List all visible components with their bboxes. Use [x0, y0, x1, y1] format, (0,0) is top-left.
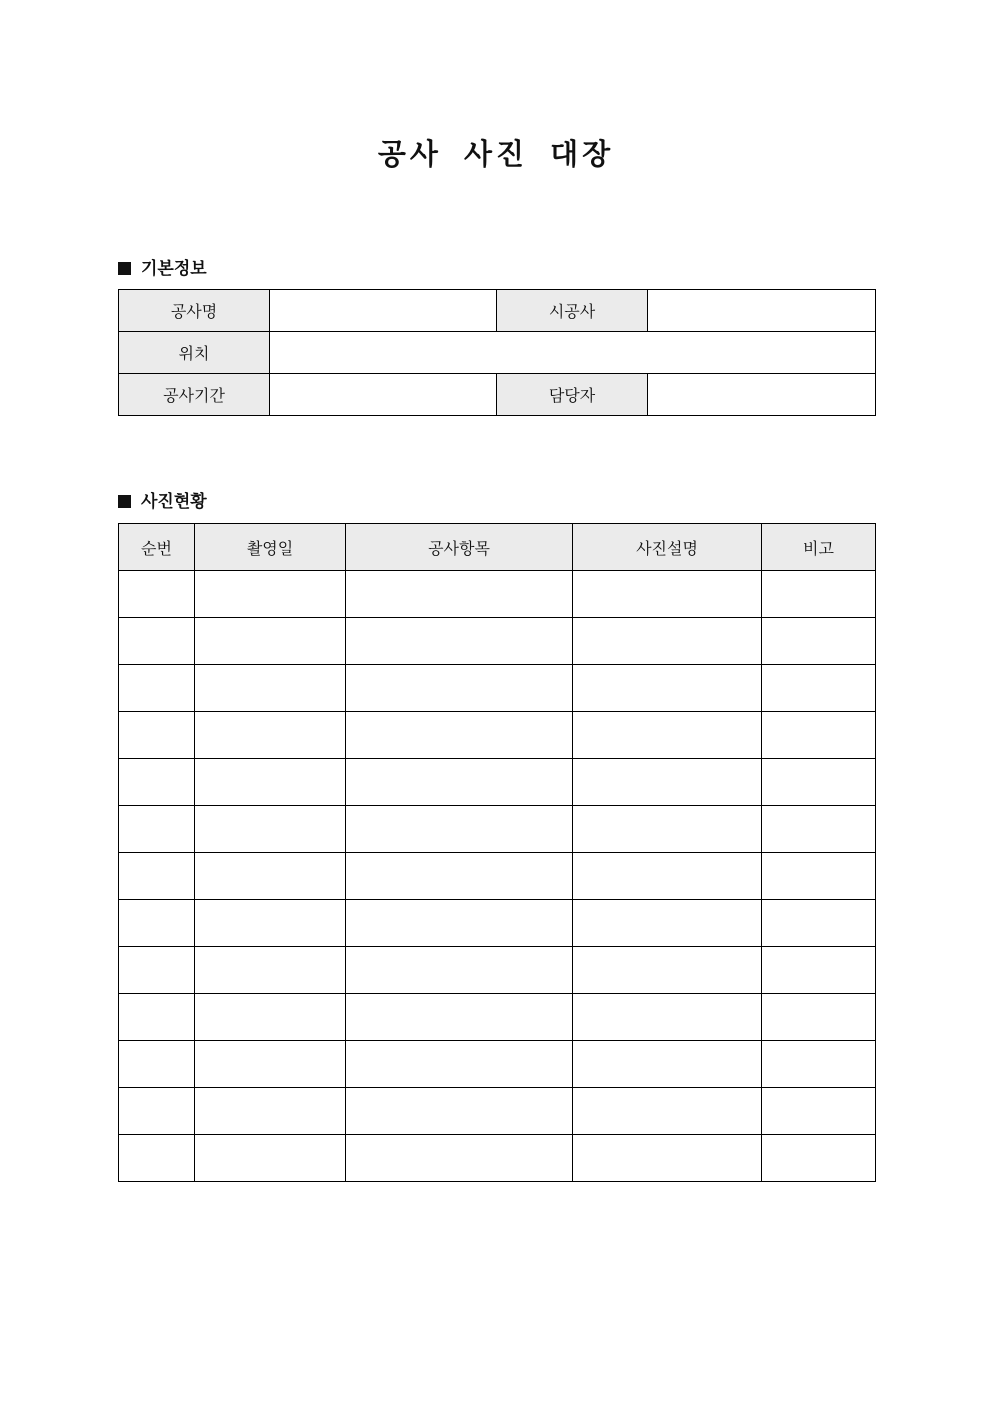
description-cell[interactable]	[573, 1041, 762, 1088]
work-item-cell[interactable]	[346, 759, 573, 806]
description-cell[interactable]	[573, 759, 762, 806]
remarks-cell[interactable]	[762, 947, 876, 994]
table-row	[119, 290, 876, 332]
table-row	[119, 1135, 876, 1182]
square-bullet-icon	[118, 495, 131, 508]
work-item-cell[interactable]	[346, 665, 573, 712]
date-cell[interactable]	[195, 853, 346, 900]
number-cell[interactable]	[119, 1135, 195, 1182]
table-row	[119, 900, 876, 947]
description-cell[interactable]	[573, 665, 762, 712]
basic-info-table	[118, 289, 876, 416]
page-title: 공사 사진 대장	[377, 137, 615, 171]
work-item-cell[interactable]	[346, 571, 573, 618]
number-cell[interactable]	[119, 712, 195, 759]
header-number: 순번	[119, 524, 195, 571]
work-item-cell[interactable]	[346, 853, 573, 900]
remarks-cell[interactable]	[762, 571, 876, 618]
number-cell[interactable]	[119, 806, 195, 853]
table-row	[119, 1088, 876, 1135]
date-cell[interactable]	[195, 1041, 346, 1088]
table-row	[119, 994, 876, 1041]
remarks-cell[interactable]	[762, 1135, 876, 1182]
project-name-field[interactable]	[270, 290, 497, 332]
date-cell[interactable]	[195, 994, 346, 1041]
remarks-cell[interactable]	[762, 994, 876, 1041]
manager-field[interactable]	[648, 374, 876, 416]
description-cell[interactable]	[573, 947, 762, 994]
description-cell[interactable]	[573, 994, 762, 1041]
work-item-cell[interactable]	[346, 947, 573, 994]
table-row	[119, 759, 876, 806]
work-item-cell[interactable]	[346, 1041, 573, 1088]
remarks-cell[interactable]	[762, 853, 876, 900]
header-description: 사진설명	[573, 524, 762, 571]
description-cell[interactable]	[573, 900, 762, 947]
table-row	[119, 665, 876, 712]
table-row	[119, 806, 876, 853]
table-row	[119, 712, 876, 759]
number-cell[interactable]	[119, 1041, 195, 1088]
location-label: 위치	[119, 332, 270, 374]
number-cell[interactable]	[119, 571, 195, 618]
table-row	[119, 571, 876, 618]
section-title-photos	[118, 487, 207, 512]
manager-label: 담당자	[497, 374, 648, 416]
work-item-cell[interactable]	[346, 900, 573, 947]
description-cell[interactable]	[573, 618, 762, 665]
table-row	[119, 374, 876, 416]
date-cell[interactable]	[195, 759, 346, 806]
work-item-cell[interactable]	[346, 712, 573, 759]
date-cell[interactable]	[195, 1135, 346, 1182]
number-cell[interactable]	[119, 618, 195, 665]
table-header-row	[119, 524, 876, 571]
photo-table-body	[119, 571, 876, 1182]
remarks-cell[interactable]	[762, 618, 876, 665]
number-cell[interactable]	[119, 900, 195, 947]
remarks-cell[interactable]	[762, 1041, 876, 1088]
date-cell[interactable]	[195, 806, 346, 853]
work-item-cell[interactable]	[346, 1135, 573, 1182]
work-item-cell[interactable]	[346, 994, 573, 1041]
project-name-label: 공사명	[119, 290, 270, 332]
table-row	[119, 332, 876, 374]
description-cell[interactable]	[573, 806, 762, 853]
period-field[interactable]	[270, 374, 497, 416]
date-cell[interactable]	[195, 712, 346, 759]
number-cell[interactable]	[119, 1088, 195, 1135]
section-title-photos-text: 사진현황	[141, 492, 207, 512]
header-remarks: 비고	[762, 524, 876, 571]
remarks-cell[interactable]	[762, 806, 876, 853]
description-cell[interactable]	[573, 1088, 762, 1135]
description-cell[interactable]	[573, 712, 762, 759]
date-cell[interactable]	[195, 571, 346, 618]
date-cell[interactable]	[195, 900, 346, 947]
description-cell[interactable]	[573, 853, 762, 900]
remarks-cell[interactable]	[762, 759, 876, 806]
section-title-basic-text: 기본정보	[141, 259, 207, 279]
table-row	[119, 853, 876, 900]
date-cell[interactable]	[195, 1088, 346, 1135]
remarks-cell[interactable]	[762, 1088, 876, 1135]
period-label: 공사기간	[119, 374, 270, 416]
number-cell[interactable]	[119, 759, 195, 806]
description-cell[interactable]	[573, 1135, 762, 1182]
photo-status-table	[118, 523, 876, 1182]
date-cell[interactable]	[195, 947, 346, 994]
remarks-cell[interactable]	[762, 712, 876, 759]
table-row	[119, 618, 876, 665]
number-cell[interactable]	[119, 947, 195, 994]
contractor-field[interactable]	[648, 290, 876, 332]
description-cell[interactable]	[573, 571, 762, 618]
header-date: 촬영일	[195, 524, 346, 571]
header-work-item: 공사항목	[346, 524, 573, 571]
date-cell[interactable]	[195, 665, 346, 712]
table-row	[119, 947, 876, 994]
table-row	[119, 1041, 876, 1088]
number-cell[interactable]	[119, 665, 195, 712]
square-bullet-icon	[118, 262, 131, 275]
work-item-cell[interactable]	[346, 806, 573, 853]
remarks-cell[interactable]	[762, 900, 876, 947]
number-cell[interactable]	[119, 994, 195, 1041]
remarks-cell[interactable]	[762, 665, 876, 712]
location-field[interactable]	[270, 332, 876, 374]
contractor-label: 시공사	[497, 290, 648, 332]
work-item-cell[interactable]	[346, 618, 573, 665]
number-cell[interactable]	[119, 853, 195, 900]
work-item-cell[interactable]	[346, 1088, 573, 1135]
section-title-basic	[118, 254, 207, 279]
date-cell[interactable]	[195, 618, 346, 665]
